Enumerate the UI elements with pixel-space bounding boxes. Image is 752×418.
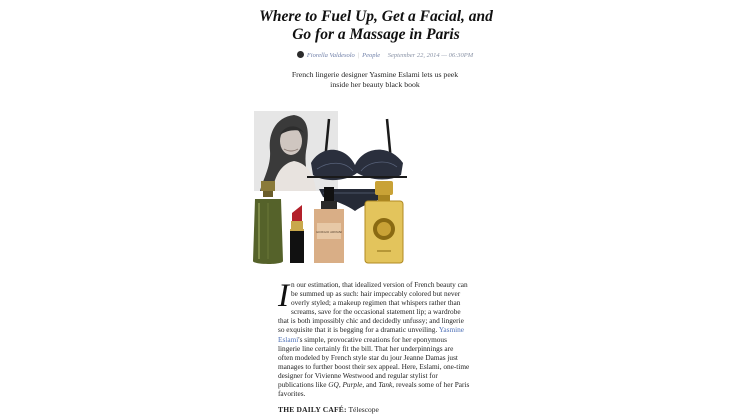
article-body [278, 280, 470, 398]
magazine-and: , and [362, 380, 377, 390]
magazine-tank: Tank [378, 380, 393, 390]
byline-separator: | [357, 52, 360, 59]
foundation-label: GIORGIO ARMANI [315, 230, 343, 234]
article-title-line-2: Go for a Massage in Paris [292, 26, 460, 43]
article-text-part-2: 's simple, provocative creations for her eponymous lingerie line certainly fit the bill. That her underpinnings are often modeled by French style star du jour Jeanne Damas just manages to further boost their sex appeal. Here, Eslami, one-time designer for Vivienne Westwood and regular stylist for publications like [278, 334, 470, 390]
drop-cap: I [278, 278, 289, 314]
byline [270, 51, 500, 59]
section-value: Télescope [348, 405, 379, 414]
section-label: THE DAILY CAFÉ [278, 405, 345, 414]
gold-perfume-bottle-image [361, 181, 407, 265]
foundation-bottle-image [311, 187, 347, 265]
product-collage [251, 111, 409, 267]
magazine-purple: Purple [342, 380, 363, 390]
category-link[interactable]: People [362, 52, 381, 59]
article-text-part-1: n our estimation, that idealized version of French beauty can be summed up as such: hair impeccably colored but never overly styled; a makeup regimen that whispers rather than screams, save for the occasional statement lip; a wardrobe that is both impossibly chic and decidedly unfussy; and lingerie so exquisite that it is begging for a dramatic unveiling. [278, 280, 468, 335]
author-link[interactable]: Fiorella Valdesolo [306, 52, 355, 59]
author-avatar-icon [297, 51, 304, 58]
article-title [250, 8, 502, 44]
article-text-end: , reveals some of her Paris favorites. [278, 380, 470, 399]
magazine-separator: , [338, 380, 343, 390]
publish-date: September 22, 2014 — 06:30PM [387, 52, 474, 59]
section-heading [278, 405, 478, 414]
magazine-gq: GQ [328, 380, 339, 390]
article-dek: French lingerie designer Yasmine Eslami lets us peek inside her beauty black book [291, 70, 459, 89]
red-lipstick-image [288, 199, 306, 265]
article-title-line-1: Where to Fuel Up, Get a Facial, and [259, 8, 493, 25]
designer-link[interactable]: Yasmine Eslami [278, 325, 465, 344]
section-colon: : [344, 405, 347, 414]
green-perfume-bottle-image [251, 181, 285, 267]
byline-spacer [383, 52, 385, 59]
